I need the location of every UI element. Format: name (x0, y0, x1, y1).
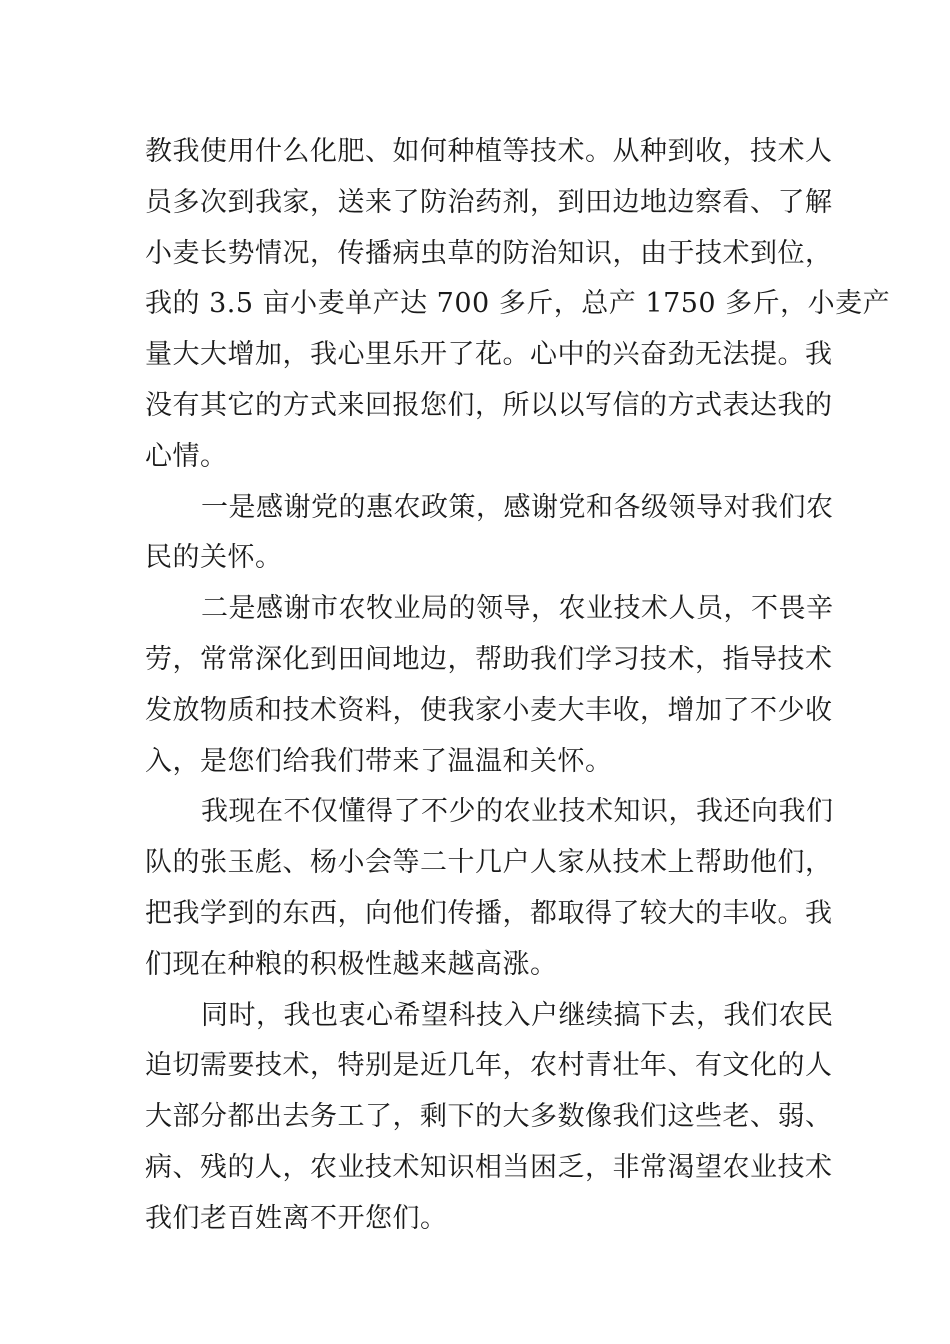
text-line: 员多次到我家，送来了防治药剂，到田边地边察看、了解 (145, 186, 833, 218)
text-line: 我的 3.5 亩小麦单产达 700 多斤，总产 1750 多斤，小麦产 (145, 288, 891, 320)
text-line: 大部分都出去务工了，剩下的大多数像我们这些老、弱、 (145, 1101, 833, 1133)
paragraph-first-line: 我现在不仅懂得了不少的农业技术知识，我还向我们 (201, 796, 834, 828)
text-line: 把我学到的东西，向他们传播，都取得了较大的丰收。我 (145, 897, 833, 929)
text-line: 劳，常常深化到田间地边，帮助我们学习技术，指导技术 (145, 643, 833, 675)
text-line: 发放物质和技术资料，使我家小麦大丰收，增加了不少收 (145, 694, 833, 726)
text-line: 民的关怀。 (145, 542, 283, 574)
paragraph-first-line: 一是感谢党的惠农政策，感谢党和各级领导对我们农 (201, 491, 834, 523)
text-line: 迫切需要技术，特别是近几年，农村青壮年、有文化的人 (145, 1050, 833, 1082)
text-line: 入，是您们给我们带来了温温和关怀。 (145, 745, 613, 777)
text-line: 没有其它的方式来回报您们，所以以写信的方式表达我的 (145, 389, 833, 421)
paragraph-first-line: 二是感谢市农牧业局的领导，农业技术人员，不畏辛 (201, 593, 834, 625)
text-line: 教我使用什么化肥、如何种植等技术。从种到收，技术人 (145, 136, 833, 167)
text-line: 们现在种粮的积极性越来越高涨。 (145, 948, 558, 980)
text-line: 队的张玉彪、杨小会等二十几户人家从技术上帮助他们， (145, 847, 833, 879)
text-line: 量大大增加，我心里乐开了花。心中的兴奋劲无法提。我 (145, 339, 833, 371)
text-line: 小麦长势情况，传播病虫草的防治知识，由于技术到位， (145, 237, 833, 269)
text-line: 心情。 (145, 440, 228, 472)
text-line: 我们老百姓离不开您们。 (145, 1202, 448, 1234)
paragraph-first-line: 同时，我也衷心希望科技入户继续搞下去，我们农民 (201, 999, 834, 1031)
letter-body (145, 127, 891, 1245)
text-line: 病、残的人，农业技术知识相当困乏，非常渴望农业技术 (145, 1151, 833, 1183)
